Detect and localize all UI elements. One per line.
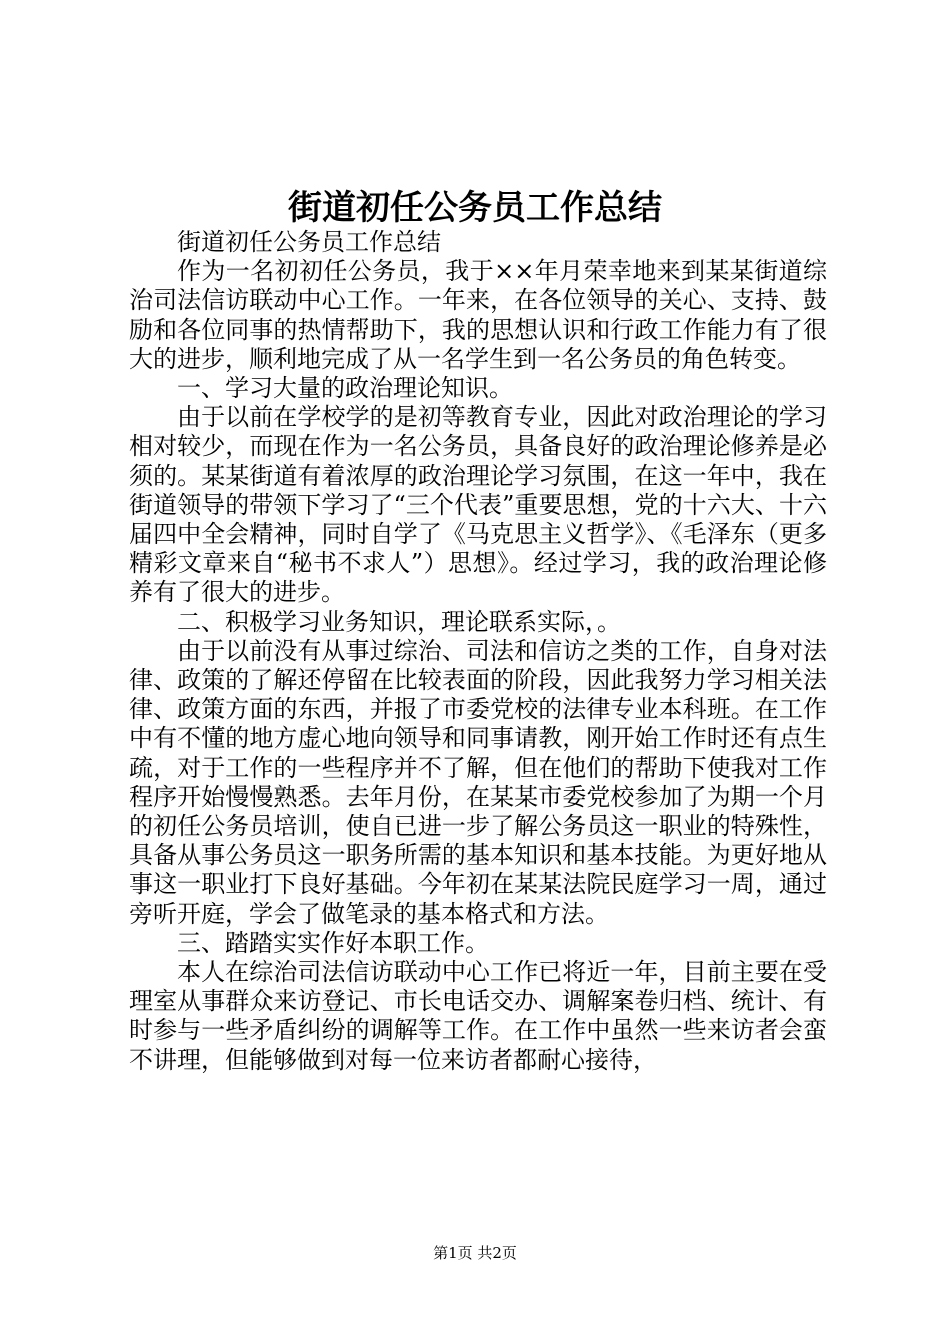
document-title: 街道初任公务员工作总结: [288, 188, 662, 228]
section-heading-2: 二、积极学习业务知识，理论联系实际，。: [177, 607, 621, 636]
paragraph-intro: 作为一名初初任公务员，我于××年月荣幸地来到某某街道综治司法信访联动中心工作。一年来，在各位领导的关心、支持、鼓励和各位同事的热情帮助下，我的思想认识和行政工作能力有了很大的进步，顺利地完成了从一名学生到一名公务员的角色转变。: [129, 257, 827, 373]
paragraph-section-3: 本人在综治司法信访联动中心工作已将近一年，目前主要在受理室从事群众来访登记、市长电话交办、调解案卷归档、统计、有时参与一些矛盾纠纷的调解等工作。在工作中虽然一些来访者会蛮不讲理，但能够做到对每一位来访者都耐心接待，: [129, 958, 827, 1074]
document-body: [129, 228, 827, 1075]
paragraph-heading: 街道初任公务员工作总结: [177, 228, 441, 256]
paragraph-section-1: 由于以前在学校学的是初等教育专业，因此对政治理论的学习相对较少，而现在作为一名公务员，具备良好的政治理论修养是必须的。某某街道有着浓厚的政治理论学习氛围，在这一年中，我在街道领导的带领下学习了“三个代表”重要思想，党的十六大、十六届四中全会精神，同时自学了《马克思主义哲学》、《毛泽东（更多精彩文章来自“秘书不求人”）思想》。经过学习，我的政治理论修养有了很大的进步。: [129, 403, 827, 607]
paragraph-section-2: 由于以前没有从事过综治、司法和信访之类的工作，自身对法律、政策的了解还停留在比较表面的阶段，因此我努力学习相关法律、政策方面的东西，并报了市委党校的法律专业本科班。在工作中有不懂的地方虚心地向领导和同事请教，刚开始工作时还有点生疏，对于工作的一些程序并不了解，但在他们的帮助下使我对工作程序开始慢慢熟悉。去年月份，在某某市委党校参加了为期一个月的初任公务员培训，使自已进一步了解公务员这一职业的特殊性，具备从事公务员这一职务所需的基本知识和基本技能。为更好地从事这一职业打下良好基础。今年初在某某法院民庭学习一周，通过旁听开庭，学会了做笔录的基本格式和方法。: [129, 636, 827, 928]
section-heading-1: 一、学习大量的政治理论知识。: [177, 374, 513, 403]
page-number-footer: 第1页 共2页: [433, 1244, 517, 1262]
section-heading-3: 三、踏踏实实作好本职工作。: [177, 928, 489, 957]
